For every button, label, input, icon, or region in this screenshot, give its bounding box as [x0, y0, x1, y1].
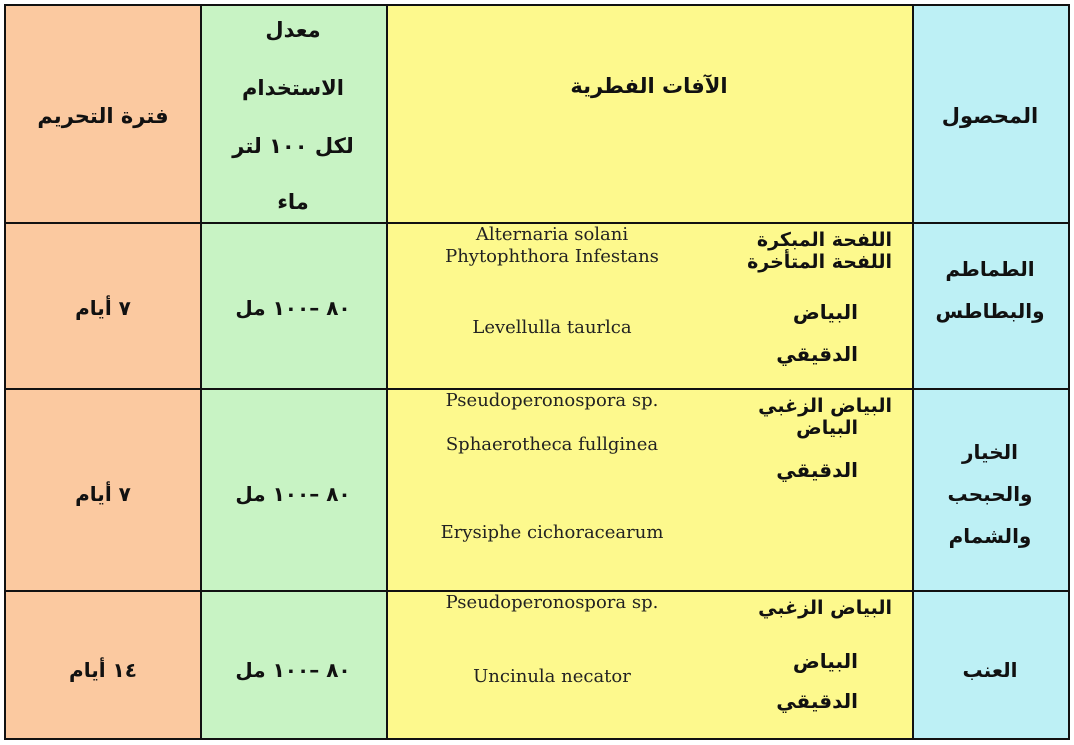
column-rate: [200, 6, 386, 738]
row3-crop-line-1: العنب: [962, 658, 1018, 682]
row2-disease-ar-1: البياض الزغبي: [758, 395, 892, 417]
row2-disease-en-2: Sphaerotheca fullginea: [445, 434, 659, 455]
row3-disease-ar-1: البياض الزغبي: [758, 597, 892, 619]
header-rate-line-4: ماء: [277, 190, 309, 214]
header-rate-line-3: لكل ١٠٠ لتر: [232, 134, 354, 158]
row1-disease-ar-2: اللفحة المتأخرة: [747, 251, 892, 273]
row3-disease-ar-2: البياض: [792, 649, 858, 673]
row2-crop-line-3: والشمام: [948, 524, 1032, 548]
row2-disease-en-3: Erysiphe cichoracearum: [440, 522, 664, 543]
row1-disease-ar-4: الدقيقي: [776, 342, 858, 366]
row3-disease-en-2: Uncinula necator: [473, 666, 631, 687]
row1-disease-ar-3: البياض: [792, 300, 858, 324]
row2-period: ٧ أيام: [75, 482, 131, 506]
row1-disease-en-2: Phytophthora Infestans: [445, 246, 659, 267]
row2-crop-line-2: والحبحب: [947, 482, 1033, 506]
row3-disease-ar-3: الدقيقي: [776, 689, 858, 713]
row1-period: ٧ أيام: [75, 296, 131, 320]
row1-disease-en-3: Levellulla taurlca: [472, 317, 632, 338]
header-crop: المحصول: [941, 104, 1039, 128]
row2-rate: ٨٠ –١٠٠ مل: [235, 482, 351, 506]
row1-disease-ar-1: اللفحة المبكرة: [756, 229, 892, 251]
row2-disease-ar-2: البياض: [796, 417, 858, 439]
row1-crop-line-2: والبطاطس: [935, 299, 1045, 323]
row3-disease-en-1: Pseudoperonospora sp.: [445, 592, 659, 613]
header-pests: الآفات الفطرية: [570, 74, 728, 98]
row1-disease-en-1: Alternaria solani: [475, 224, 629, 245]
row2-disease-ar-3: الدقيقي: [776, 458, 858, 482]
row1-crop-line-1: الطماطم: [945, 257, 1035, 281]
header-period: فترة التحريم: [37, 104, 169, 128]
row1-rate: ٨٠ –١٠٠ مل: [235, 296, 351, 320]
row2-crop-line-1: الخيار: [962, 440, 1018, 464]
row3-rate: ٨٠ –١٠٠ مل: [235, 658, 351, 682]
header-rate-line-1: معدل: [265, 18, 321, 42]
column-pests: [386, 6, 912, 738]
row3-period: ١٤ أيام: [69, 658, 137, 682]
header-rate-line-2: الاستخدام: [242, 76, 344, 100]
row2-disease-en-1: Pseudoperonospora sp.: [445, 390, 659, 411]
pesticide-table: [4, 4, 1070, 740]
